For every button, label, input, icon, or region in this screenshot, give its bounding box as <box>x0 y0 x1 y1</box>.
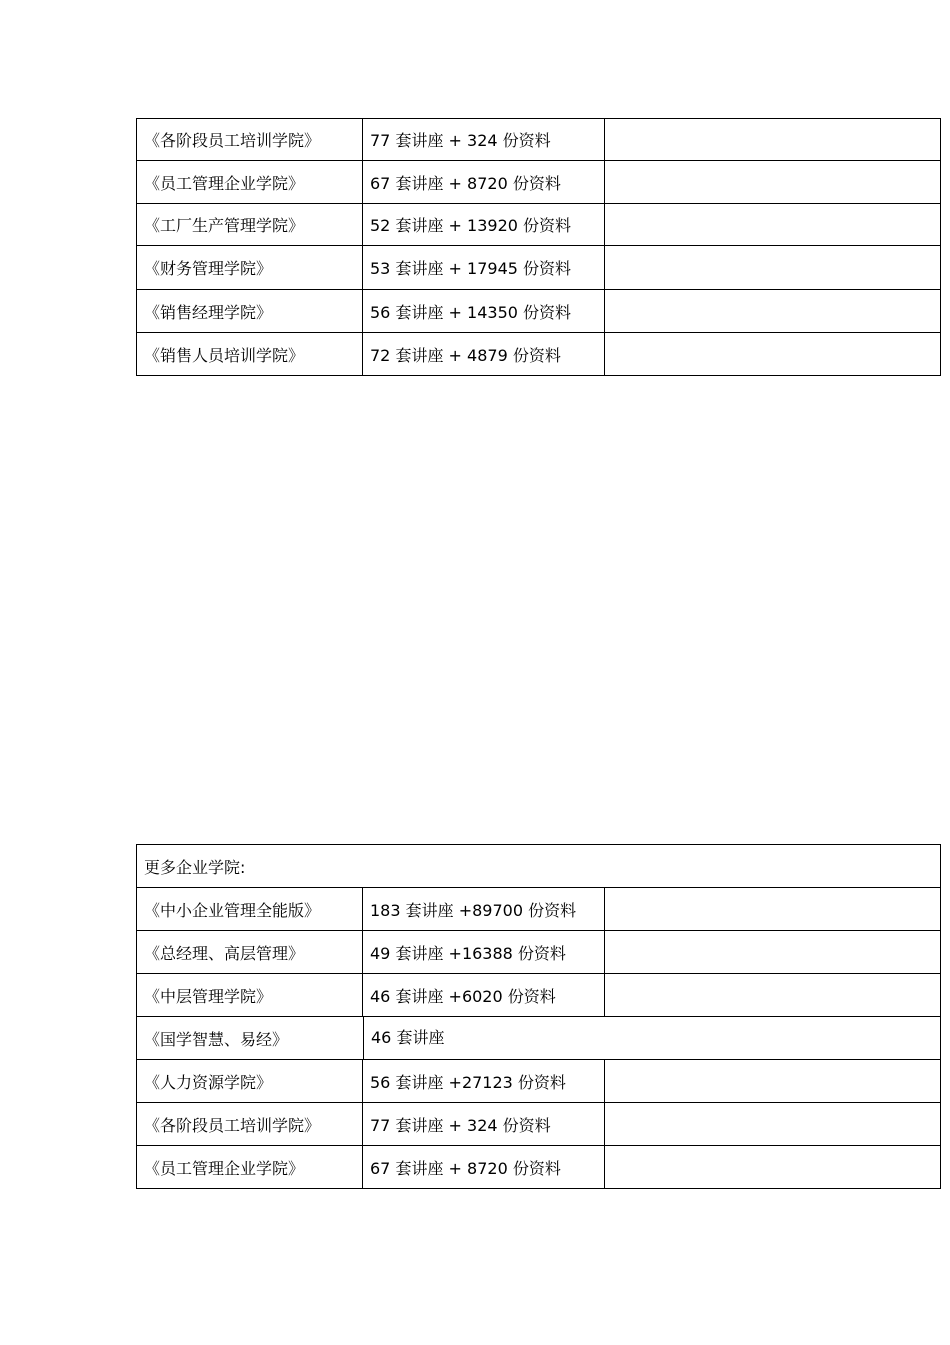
empty-cell <box>605 1146 941 1189</box>
course-content: 56 套讲座 +27123 份资料 <box>363 1060 605 1103</box>
college-name: 《工厂生产管理学院》 <box>137 204 363 246</box>
table-row <box>137 1146 941 1189</box>
table-row <box>137 1060 941 1103</box>
college-name: 《销售经理学院》 <box>137 290 363 333</box>
empty-cell <box>605 931 941 974</box>
table-row <box>137 931 941 974</box>
table-row <box>137 246 941 290</box>
college-name: 《各阶段员工培训学院》 <box>137 1103 363 1146</box>
empty-cell <box>605 290 941 333</box>
course-content: 56 套讲座 + 14350 份资料 <box>363 290 605 333</box>
course-content: 77 套讲座 + 324 份资料 <box>363 1103 605 1146</box>
course-content: 49 套讲座 +16388 份资料 <box>363 931 605 974</box>
college-name: 《中小企业管理全能版》 <box>137 888 363 931</box>
course-content: 72 套讲座 + 4879 份资料 <box>363 333 605 376</box>
college-row-merged <box>137 1017 941 1060</box>
course-table-bottom <box>136 844 941 1189</box>
college-name: 《国学智慧、易经》 <box>144 1029 289 1049</box>
course-content: 67 套讲座 + 8720 份资料 <box>363 161 605 204</box>
table-header: 更多企业学院: <box>137 845 941 888</box>
course-content: 183 套讲座 +89700 份资料 <box>363 888 605 931</box>
college-name: 《总经理、高层管理》 <box>137 931 363 974</box>
college-name: 《员工管理企业学院》 <box>137 161 363 204</box>
empty-cell <box>605 246 941 290</box>
table-row <box>137 333 941 376</box>
empty-cell <box>605 161 941 204</box>
course-table-top <box>136 118 941 376</box>
table-header-row <box>137 845 941 888</box>
table-row <box>137 1017 941 1060</box>
table-row <box>137 1103 941 1146</box>
college-name: 《中层管理学院》 <box>137 974 363 1017</box>
course-content: 77 套讲座 + 324 份资料 <box>363 119 605 161</box>
empty-cell <box>605 119 941 161</box>
college-name: 《人力资源学院》 <box>137 1060 363 1103</box>
table-row <box>137 119 941 161</box>
table-row <box>137 290 941 333</box>
college-name: 《财务管理学院》 <box>137 246 363 290</box>
empty-cell <box>605 974 941 1017</box>
course-content: 46 套讲座 +6020 份资料 <box>363 974 605 1017</box>
table-row <box>137 974 941 1017</box>
college-name: 《员工管理企业学院》 <box>137 1146 363 1189</box>
empty-cell <box>605 204 941 246</box>
table-row <box>137 204 941 246</box>
empty-cell <box>605 1060 941 1103</box>
course-content: 46 套讲座 <box>363 1017 606 1059</box>
empty-cell <box>605 888 941 931</box>
empty-cell <box>605 333 941 376</box>
table-row <box>137 888 941 931</box>
course-content: 53 套讲座 + 17945 份资料 <box>363 246 605 290</box>
course-content: 52 套讲座 + 13920 份资料 <box>363 204 605 246</box>
college-name: 《各阶段员工培训学院》 <box>137 119 363 161</box>
empty-cell <box>605 1103 941 1146</box>
college-name: 《销售人员培训学院》 <box>137 333 363 376</box>
course-content: 67 套讲座 + 8720 份资料 <box>363 1146 605 1189</box>
table-row <box>137 161 941 204</box>
